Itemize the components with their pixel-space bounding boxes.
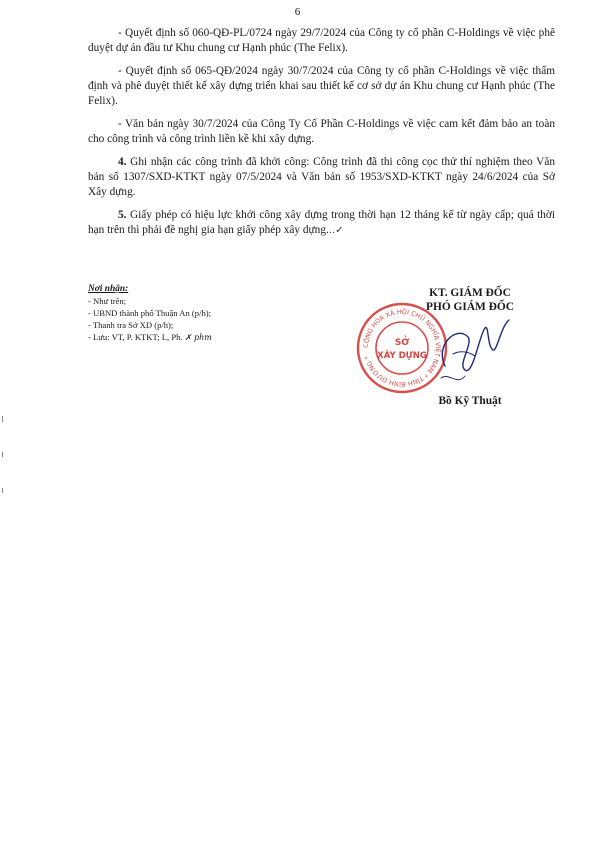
paragraph-text: - Quyết định số 065-QĐ/2024 ngày 30/7/2024 của Công ty cổ phần C-Holdings về việc thẩm định và phê duyệt thiết kế xây dựng triển khai sau thiết kế cơ sở dự án Khu chung cư Hạnh phúc (The Felix).: [88, 65, 555, 107]
recipients-heading: Nơi nhận:: [88, 284, 129, 294]
seal-ring-text: CỘNG HÒA XÃ HỘI CHỦ NGHĨA VIỆT NAM * TỈNH BÌNH DƯƠNG *: [361, 307, 443, 389]
item-number: 5.: [118, 209, 127, 221]
margin-mark: [2, 488, 3, 493]
seal-center-top: SỞ: [394, 338, 410, 348]
paragraph-text: - Văn bản ngày 30/7/2024 của Công Ty Cổ Phần C-Holdings về việc cam kết đảm bảo an toàn cho công trình và công trình liền kề khi xây dựng.: [88, 118, 555, 145]
paragraph-commitment-letter: [88, 117, 555, 147]
recipient-item: - Như trên;: [88, 296, 127, 306]
document-body: [88, 26, 555, 246]
signature-title-line1: KT. GIÁM ĐỐC: [429, 287, 511, 299]
item-number: 4.: [118, 156, 127, 168]
check-mark-icon: ..✓: [328, 225, 344, 236]
paragraph-decision-065: [88, 64, 555, 109]
recipient-item: - UBND thành phố Thuận An (p/h);: [88, 308, 212, 318]
handwritten-signature-icon: [405, 306, 515, 396]
recipients-block: [88, 283, 338, 344]
paragraph-text: Ghi nhận các công trình đã khởi công: Công trình đã thi công cọc thử thí nghiệm theo Văn bản số 1307/SXD-KTKT ngày 07/5/2024 và Văn bản số 1953/SXD-KTKT ngày 24/6/2024 của Sở Xây dựng.: [88, 156, 555, 198]
margin-mark: [2, 452, 3, 457]
recipient-item-text: - Lưu: VT, P. KTKT; L, Ph.: [88, 332, 183, 342]
paragraph-decision-060: [88, 26, 555, 56]
recipient-item: [88, 331, 338, 344]
signature-title-line2: PHÓ GIÁM ĐỐC: [426, 301, 514, 313]
signer-name: Bồ Kỹ Thuật: [438, 395, 502, 407]
paragraph-item-5: [88, 208, 555, 238]
paragraph-text: - Quyết định số 060-QĐ-PL/0724 ngày 29/7/2024 của Công ty cổ phần C-Holdings về việc phê duyệt dự án đầu tư Khu chung cư Hạnh phúc (The Felix).: [88, 27, 555, 54]
recipient-item: - Thanh tra Sở XD (p/h);: [88, 320, 174, 330]
handwritten-initials: ✗ phm: [184, 333, 212, 342]
paragraph-text: Giấy phép có hiệu lực khởi công xây dựng trong thời hạn 12 tháng kể từ ngày cấp; quá thời hạn trên thì phải đề nghị gia hạn giấy phép xây dựng.: [88, 209, 555, 236]
seal-center-bottom: XÂY DỰNG: [377, 351, 427, 361]
page-number: 6: [294, 6, 301, 18]
margin-mark: [2, 416, 3, 422]
paragraph-item-4: [88, 155, 555, 200]
